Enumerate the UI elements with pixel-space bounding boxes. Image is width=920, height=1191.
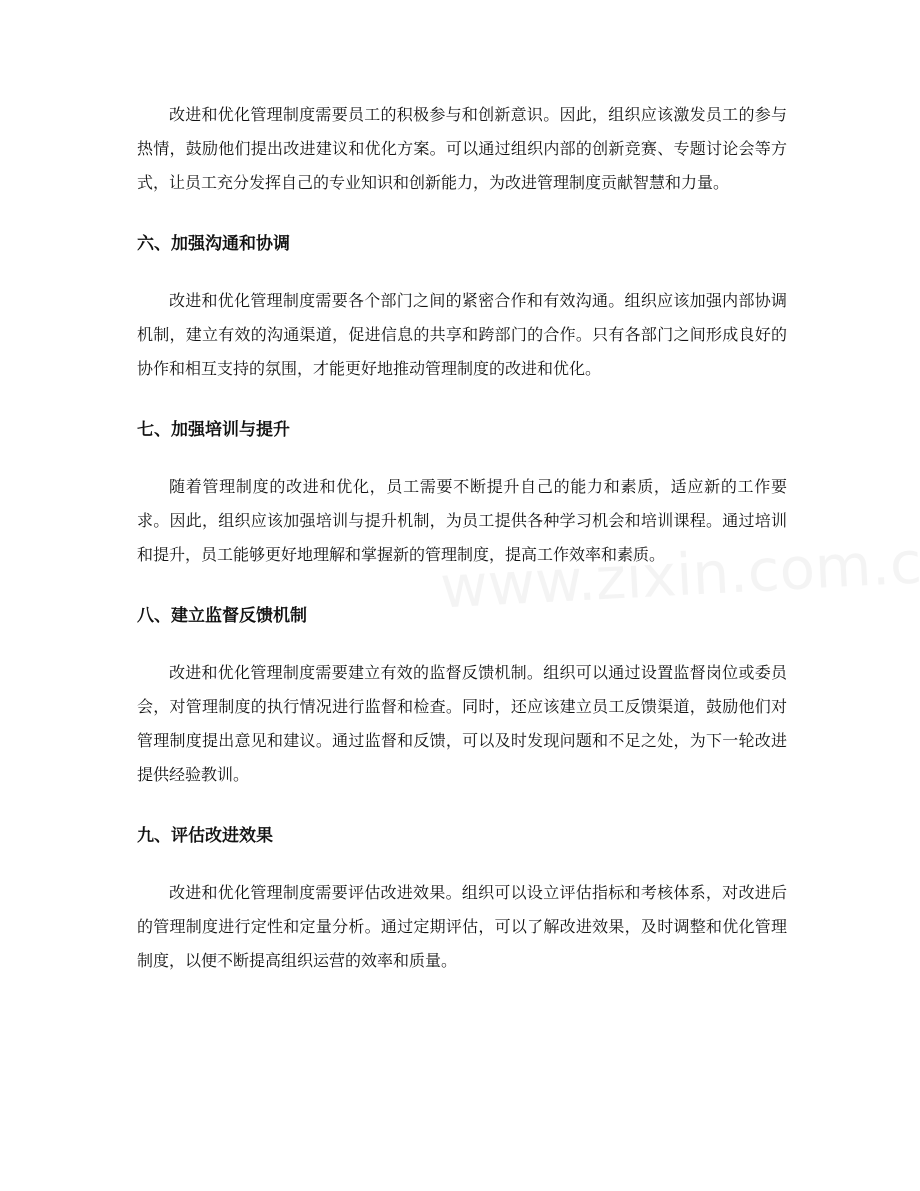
paragraph-intro: 改进和优化管理制度需要员工的积极参与和创新意识。因此，组织应该激发员工的参与热情，鼓励他们提出改进建议和优化方案。可以通过组织内部的创新竞赛、专题讨论会等方式，让员工充分发挥自己的专业知识和创新能力，为改进管理制度贡献智慧和力量。 bbox=[137, 105, 787, 192]
section-heading-7: 七、加强培训与提升 bbox=[137, 420, 290, 440]
section-heading-9: 九、评估改进效果 bbox=[137, 826, 273, 846]
section-heading-8: 八、建立监督反馈机制 bbox=[137, 606, 307, 626]
paragraph-section-9: 改进和优化管理制度需要评估改进效果。组织可以设立评估指标和考核体系，对改进后的管理制度进行定性和定量分析。通过定期评估，可以了解改进效果，及时调整和优化管理制度，以便不断提高组织运营的效率和质量。 bbox=[137, 883, 787, 970]
paragraph-section-7: 随着管理制度的改进和优化，员工需要不断提升自己的能力和素质，适应新的工作要求。因此，组织应该加强培训与提升机制，为员工提供各种学习机会和培训课程。通过培训和提升，员工能够更好地理解和掌握新的管理制度，提高工作效率和素质。 bbox=[137, 477, 787, 564]
section-heading-6: 六、加强沟通和协调 bbox=[137, 234, 290, 254]
document-page bbox=[137, 98, 787, 978]
paragraph-section-8: 改进和优化管理制度需要建立有效的监督反馈机制。组织可以通过设置监督岗位或委员会，对管理制度的执行情况进行监督和检查。同时，还应该建立员工反馈渠道，鼓励他们对管理制度提出意见和建议。通过监督和反馈，可以及时发现问题和不足之处，为下一轮改进提供经验教训。 bbox=[137, 663, 787, 784]
paragraph-section-6: 改进和优化管理制度需要各个部门之间的紧密合作和有效沟通。组织应该加强内部协调机制，建立有效的沟通渠道，促进信息的共享和跨部门的合作。只有各部门之间形成良好的协作和相互支持的氛围，才能更好地推动管理制度的改进和优化。 bbox=[137, 291, 787, 378]
